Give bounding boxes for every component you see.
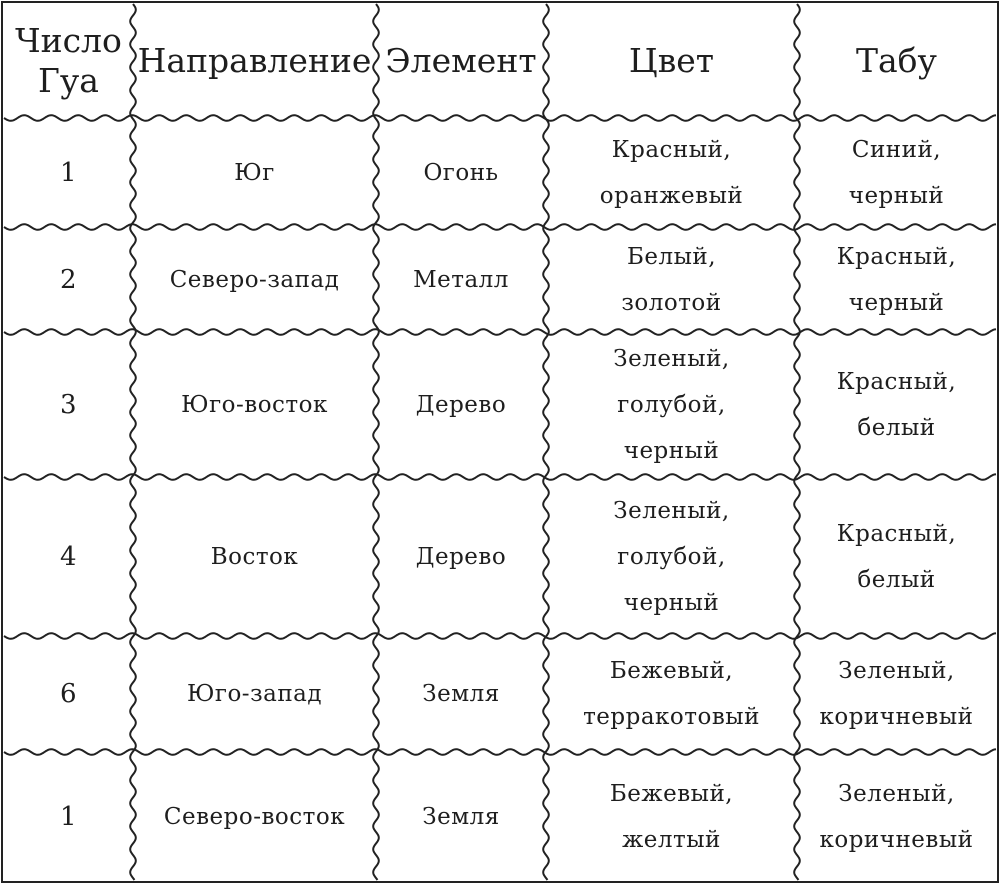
- header-taboo-text: Табу: [856, 41, 937, 80]
- cell-direction-text: Юго-запад: [186, 681, 323, 707]
- cell-color-text: черный: [623, 437, 720, 464]
- header-number-text: Гуа: [38, 61, 99, 100]
- header-number-text: Число: [15, 21, 122, 60]
- cell-number-text: 4: [59, 541, 78, 572]
- cell-taboo-text: Красный,: [836, 243, 957, 270]
- cell-color-text: черный: [623, 589, 720, 616]
- cell-color-text: Красный,: [611, 136, 732, 163]
- cell-taboo-text: Зеленый,: [838, 658, 955, 684]
- cell-color-text: Зеленый,: [613, 345, 730, 372]
- cell-direction: [133, 752, 376, 881]
- header-element-text: Элемент: [385, 41, 537, 80]
- cell-color: [546, 752, 797, 881]
- header-element: [376, 4, 546, 118]
- cell-element-text: Земля: [422, 681, 500, 707]
- cell-color: [546, 332, 797, 477]
- cell-element-text: Огонь: [423, 159, 499, 186]
- cell-taboo-text: белый: [857, 566, 936, 593]
- cell-color: [546, 118, 797, 227]
- cell-color: [546, 636, 797, 752]
- header-color-text: Цвет: [628, 41, 715, 80]
- header-taboo: [797, 4, 996, 118]
- cell-direction: [133, 227, 376, 332]
- cell-element: [376, 636, 546, 752]
- cell-element-text: Металл: [413, 266, 509, 293]
- header-color: [546, 4, 797, 118]
- cell-color-text: оранжевый: [599, 182, 744, 209]
- cell-direction-text: Восток: [210, 543, 299, 570]
- cell-number: [4, 477, 133, 636]
- cell-taboo-text: коричневый: [819, 826, 974, 853]
- cell-direction: [133, 332, 376, 477]
- cell-direction: [133, 118, 376, 227]
- cell-color-text: Белый,: [626, 243, 717, 270]
- cell-taboo: [797, 118, 996, 227]
- cell-taboo-text: черный: [848, 289, 945, 316]
- cell-taboo: [797, 227, 996, 332]
- header-direction-text: Направление: [137, 41, 372, 80]
- cell-number: [4, 752, 133, 881]
- cell-color-text: голубой,: [617, 543, 726, 570]
- cell-element: [376, 332, 546, 477]
- cell-number-text: 2: [59, 264, 78, 295]
- cell-number-text: 3: [59, 389, 78, 420]
- cell-taboo: [797, 332, 996, 477]
- cell-element: [376, 477, 546, 636]
- cell-element: [376, 752, 546, 881]
- cell-color-text: терракотовый: [583, 704, 760, 730]
- cell-number-text: 6: [59, 679, 78, 709]
- cell-number: [4, 227, 133, 332]
- cell-number: [4, 118, 133, 227]
- cell-taboo-text: черный: [848, 182, 945, 209]
- cell-taboo-text: коричневый: [819, 704, 974, 730]
- cell-number: [4, 332, 133, 477]
- cell-direction-text: Северо-восток: [163, 803, 346, 830]
- cell-number-text: 1: [59, 157, 78, 188]
- cell-color-text: золотой: [621, 289, 722, 316]
- cell-number: [4, 636, 133, 752]
- cell-taboo-text: Синий,: [851, 136, 942, 163]
- cell-direction-text: Юг: [234, 159, 275, 186]
- cell-element-text: Дерево: [415, 391, 507, 418]
- cell-element-text: Дерево: [415, 543, 507, 570]
- cell-number-text: 1: [59, 801, 78, 832]
- cell-direction-text: Северо-запад: [169, 266, 340, 293]
- cell-taboo-text: белый: [857, 414, 936, 441]
- cell-direction: [133, 636, 376, 752]
- cell-color: [546, 477, 797, 636]
- cell-element: [376, 227, 546, 332]
- cell-direction-text: Юго-восток: [181, 391, 328, 418]
- header-direction: [133, 4, 376, 118]
- cell-taboo: [797, 752, 996, 881]
- cell-direction: [133, 477, 376, 636]
- cell-color-text: Бежевый,: [609, 780, 734, 807]
- cell-taboo-text: Зеленый,: [838, 780, 955, 807]
- cell-color-text: желтый: [622, 826, 721, 853]
- cell-taboo: [797, 636, 996, 752]
- cell-color: [546, 227, 797, 332]
- cell-taboo-text: Красный,: [836, 368, 957, 395]
- cell-color-text: Бежевый,: [609, 658, 734, 684]
- cell-color-text: голубой,: [617, 391, 726, 418]
- cell-element: [376, 118, 546, 227]
- cell-color-text: Зеленый,: [613, 497, 730, 524]
- header-number: [4, 4, 133, 118]
- cell-taboo-text: Красный,: [836, 520, 957, 547]
- cell-taboo: [797, 477, 996, 636]
- cell-element-text: Земля: [422, 803, 500, 830]
